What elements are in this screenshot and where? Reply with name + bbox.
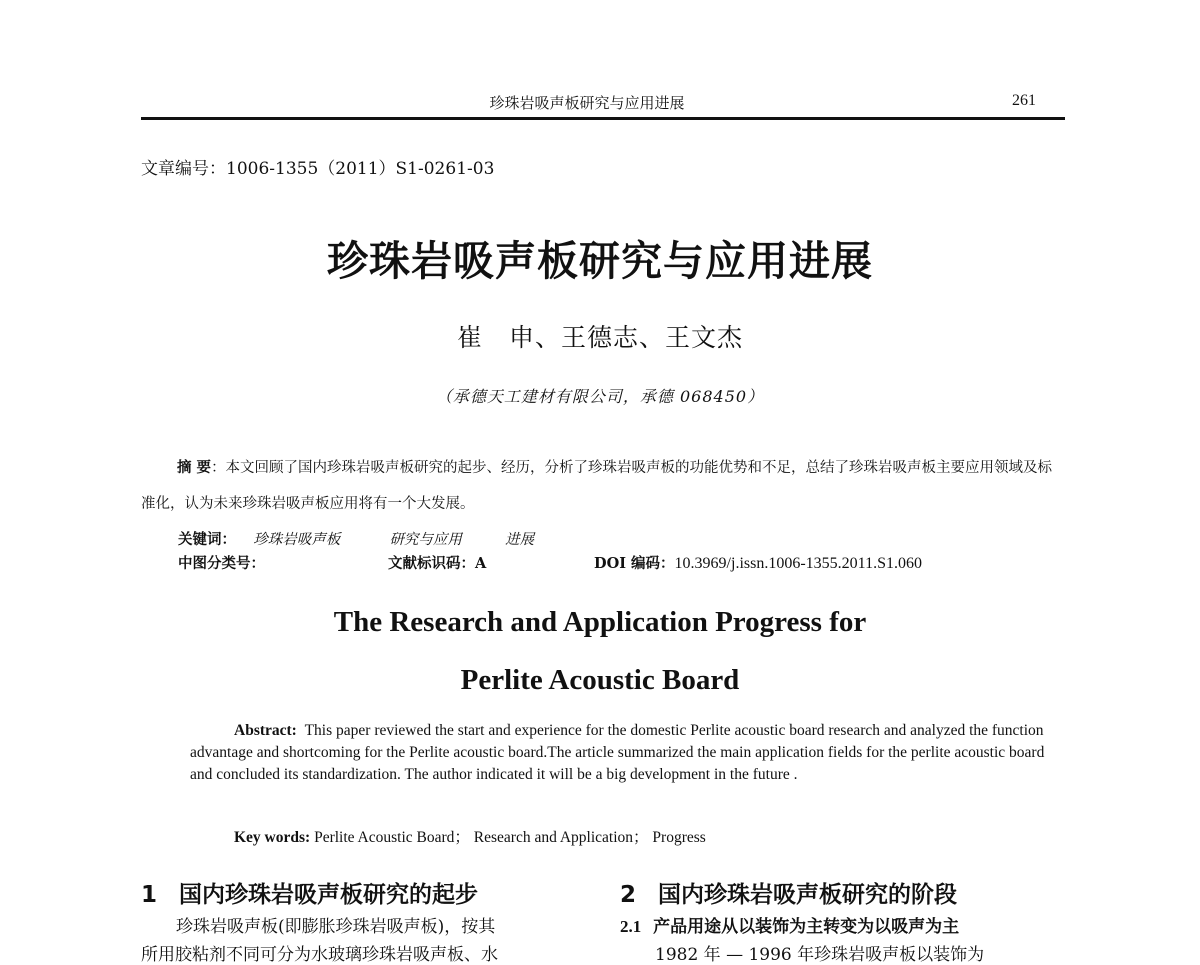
doi-label: DOI 编码： [594, 555, 675, 572]
subsection-2-1-heading [620, 912, 959, 937]
chinese-keyword: 珍珠岩吸声板 [253, 532, 341, 548]
english-title-line-1: The Research and Application Progress for [333, 606, 867, 638]
section-2-number: 2 [620, 882, 637, 908]
chinese-abstract [141, 450, 1065, 522]
chinese-abstract-label: 摘 要 [177, 459, 212, 476]
chinese-keyword: 研究与应用 [389, 532, 462, 548]
section-1-title: 国内珍珠岩吸声板研究的起步 [179, 882, 479, 908]
english-abstract-text: This paper reviewed the start and experience for the domestic Perlite acoustic board research and analyzed the function advantage and shortcoming for the Perlite acoustic board.The article summarized the main application fields for the perlite acoustic board and concluded its standardization. The author indicated it will be a big development in the future . [190, 722, 1045, 783]
clc-label: 中图分类号： [178, 555, 265, 572]
chinese-abstract-text: ：本文回顾了国内珍珠岩吸声板研究的起步、经历，分析了珍珠岩吸声板的功能优势和不足，总结了珍珠岩吸声板主要应用领域及标准化，认为未来珍珠岩吸声板应用将有一个大发展。 [141, 460, 1053, 512]
section-2-body-line: 1982 年 — 1996 年珍珠岩吸声板以装饰为 [655, 945, 985, 965]
chinese-keyword: 进展 [505, 532, 535, 548]
chinese-title: 珍珠岩吸声板研究与应用进展 [327, 237, 873, 285]
section-1-heading [141, 876, 478, 909]
section-1-body-line-2: 所用胶粘剂不同可分为水玻璃珍珠岩吸声板、水 [141, 945, 498, 965]
page-number: 261 [1012, 92, 1036, 109]
subsection-2-1-title: 产品用途从以装饰为主转变为以吸声为主 [653, 917, 960, 937]
header-rule [141, 117, 1065, 120]
chinese-affiliation: （承德天工建材有限公司，承德 068450） [435, 387, 765, 406]
english-keywords-text: Perlite Acoustic Board； Research and Application； Progress [314, 829, 706, 846]
running-title: 珍珠岩吸声板研究与应用进展 [489, 94, 685, 112]
english-keywords-label: Key words: [234, 829, 311, 846]
section-2-title: 国内珍珠岩吸声板研究的阶段 [658, 882, 958, 908]
chinese-keywords: 关键词： 珍珠岩吸声板 研究与应用 进展 [178, 531, 535, 548]
document-code [388, 552, 486, 573]
article-number: 文章编号：1006-1355（2011）S1-0261-03 [141, 159, 495, 179]
section-1-number: 1 [141, 882, 158, 908]
doi-value: 10.3969/j.issn.1006-1355.2011.S1.060 [674, 555, 922, 572]
english-title-line-2: Perlite Acoustic Board [460, 664, 740, 696]
subsection-2-1-number: 2.1 [620, 917, 642, 936]
english-keywords [234, 825, 706, 847]
section-1-body-line-1: 珍珠岩吸声板(即膨胀珍珠岩吸声板)，按其 [176, 917, 496, 937]
section-2-heading [620, 876, 957, 909]
english-abstract [190, 720, 1050, 786]
document-code-value: A [475, 555, 487, 572]
english-abstract-label: Abstract: [234, 722, 297, 739]
chinese-keywords-label: 关键词 [178, 531, 222, 548]
doi [594, 552, 922, 573]
document-code-label: 文献标识码： [388, 555, 475, 572]
chinese-authors: 崔 申、王德志、王文杰 [456, 323, 743, 352]
